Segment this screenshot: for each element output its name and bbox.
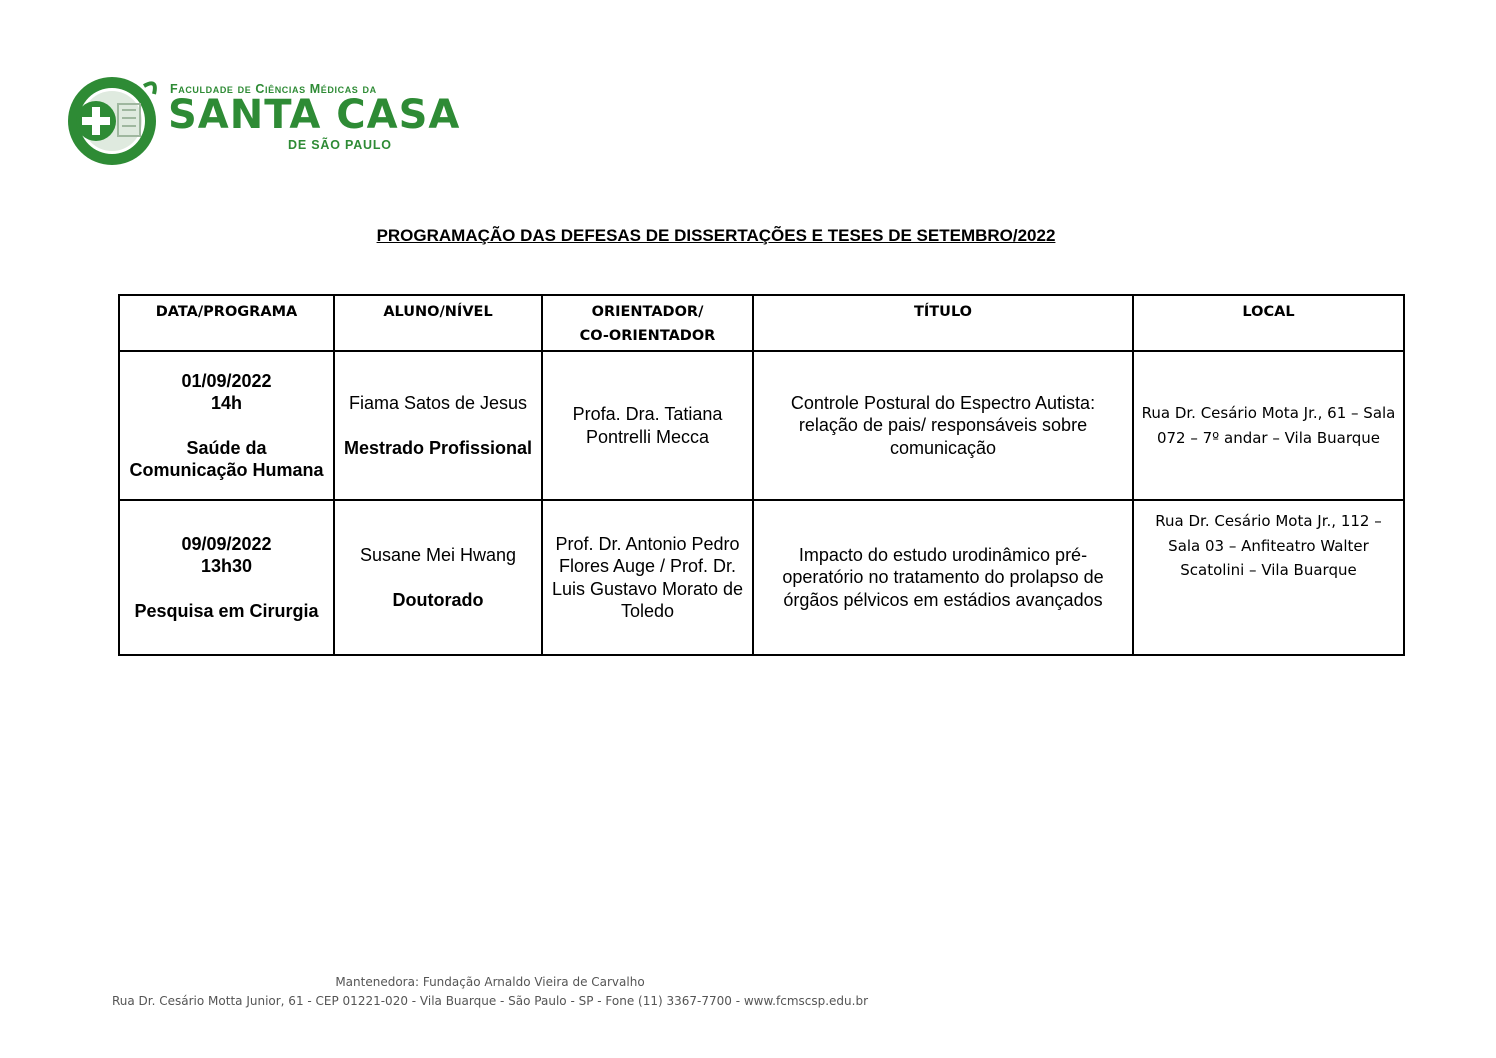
student-level: Doutorado xyxy=(392,589,484,610)
header-advisor-line2: CO-ORIENTADOR xyxy=(579,328,716,344)
footer-address: Rua Dr. Cesário Motta Junior, 61 - CEP 01221-020 - Vila Buarque - São Paulo - SP - Fone (11) 3367-7700 - www.fcmscsp.edu.br xyxy=(111,994,869,1008)
cell-student xyxy=(334,351,542,500)
defense-date: 09/09/2022 xyxy=(181,533,272,554)
cell-date xyxy=(119,351,334,500)
page-title: PROGRAMAÇÃO DAS DEFESAS DE DISSERTAÇÕES E TESES DE SETEMBRO/2022 xyxy=(376,226,1056,245)
cell-advisor: Profa. Dra. Tatiana Pontrelli Mecca xyxy=(542,351,753,500)
student-name: Fiama Satos de Jesus xyxy=(348,393,528,413)
student-level: Mestrado Profissional xyxy=(343,437,533,458)
logo-faculty-line: Faculdade de Ciências Médicas da xyxy=(170,82,377,96)
footer-maintainer: Mantenedora: Fundação Arnaldo Vieira de Carvalho xyxy=(335,975,645,989)
logo-sao-paulo-line: DE SÃO PAULO xyxy=(288,138,392,152)
defense-time: 14h xyxy=(210,393,243,413)
header-date: DATA/PROGRAMA xyxy=(119,295,334,351)
defense-date: 01/09/2022 xyxy=(181,370,272,391)
defense-program: Saúde da Comunicação Humana xyxy=(129,437,324,480)
header-title: TÍTULO xyxy=(753,295,1133,351)
header-student: ALUNO/NÍVEL xyxy=(334,295,542,351)
cell-title: Impacto do estudo urodinâmico pré-operatório no tratamento do prolapso de órgãos pélvicos em estádios avançados xyxy=(753,500,1133,655)
header-advisor-line1: ORIENTADOR/ xyxy=(591,304,704,320)
santa-casa-emblem-icon xyxy=(66,74,162,168)
table-row xyxy=(119,500,1404,655)
cell-advisor: Prof. Dr. Antonio Pedro Flores Auge / Prof. Dr. Luis Gustavo Morato de Toledo xyxy=(542,500,753,655)
cell-student xyxy=(334,500,542,655)
defense-time: 13h30 xyxy=(200,556,253,577)
cell-date xyxy=(119,500,334,655)
logo-santa-casa-line: SANTA CASA xyxy=(168,92,461,138)
table-header-row xyxy=(119,295,1404,351)
cell-title: Controle Postural do Espectro Autista: relação de pais/ responsáveis sobre comunicação xyxy=(753,351,1133,500)
defenses-table xyxy=(118,294,1405,656)
cell-local: Rua Dr. Cesário Mota Jr., 61 – Sala 072 – 7º andar – Vila Buarque xyxy=(1133,351,1404,500)
table-row xyxy=(119,351,1404,500)
institution-logo xyxy=(66,74,461,168)
header-local: LOCAL xyxy=(1133,295,1404,351)
cell-local: Rua Dr. Cesário Mota Jr., 112 – Sala 03 – Anfiteatro Walter Scatolini – Vila Buarque xyxy=(1133,500,1404,655)
defense-program: Pesquisa em Cirurgia xyxy=(134,600,319,621)
header-advisor xyxy=(542,295,753,351)
student-name: Susane Mei Hwang xyxy=(359,545,517,565)
